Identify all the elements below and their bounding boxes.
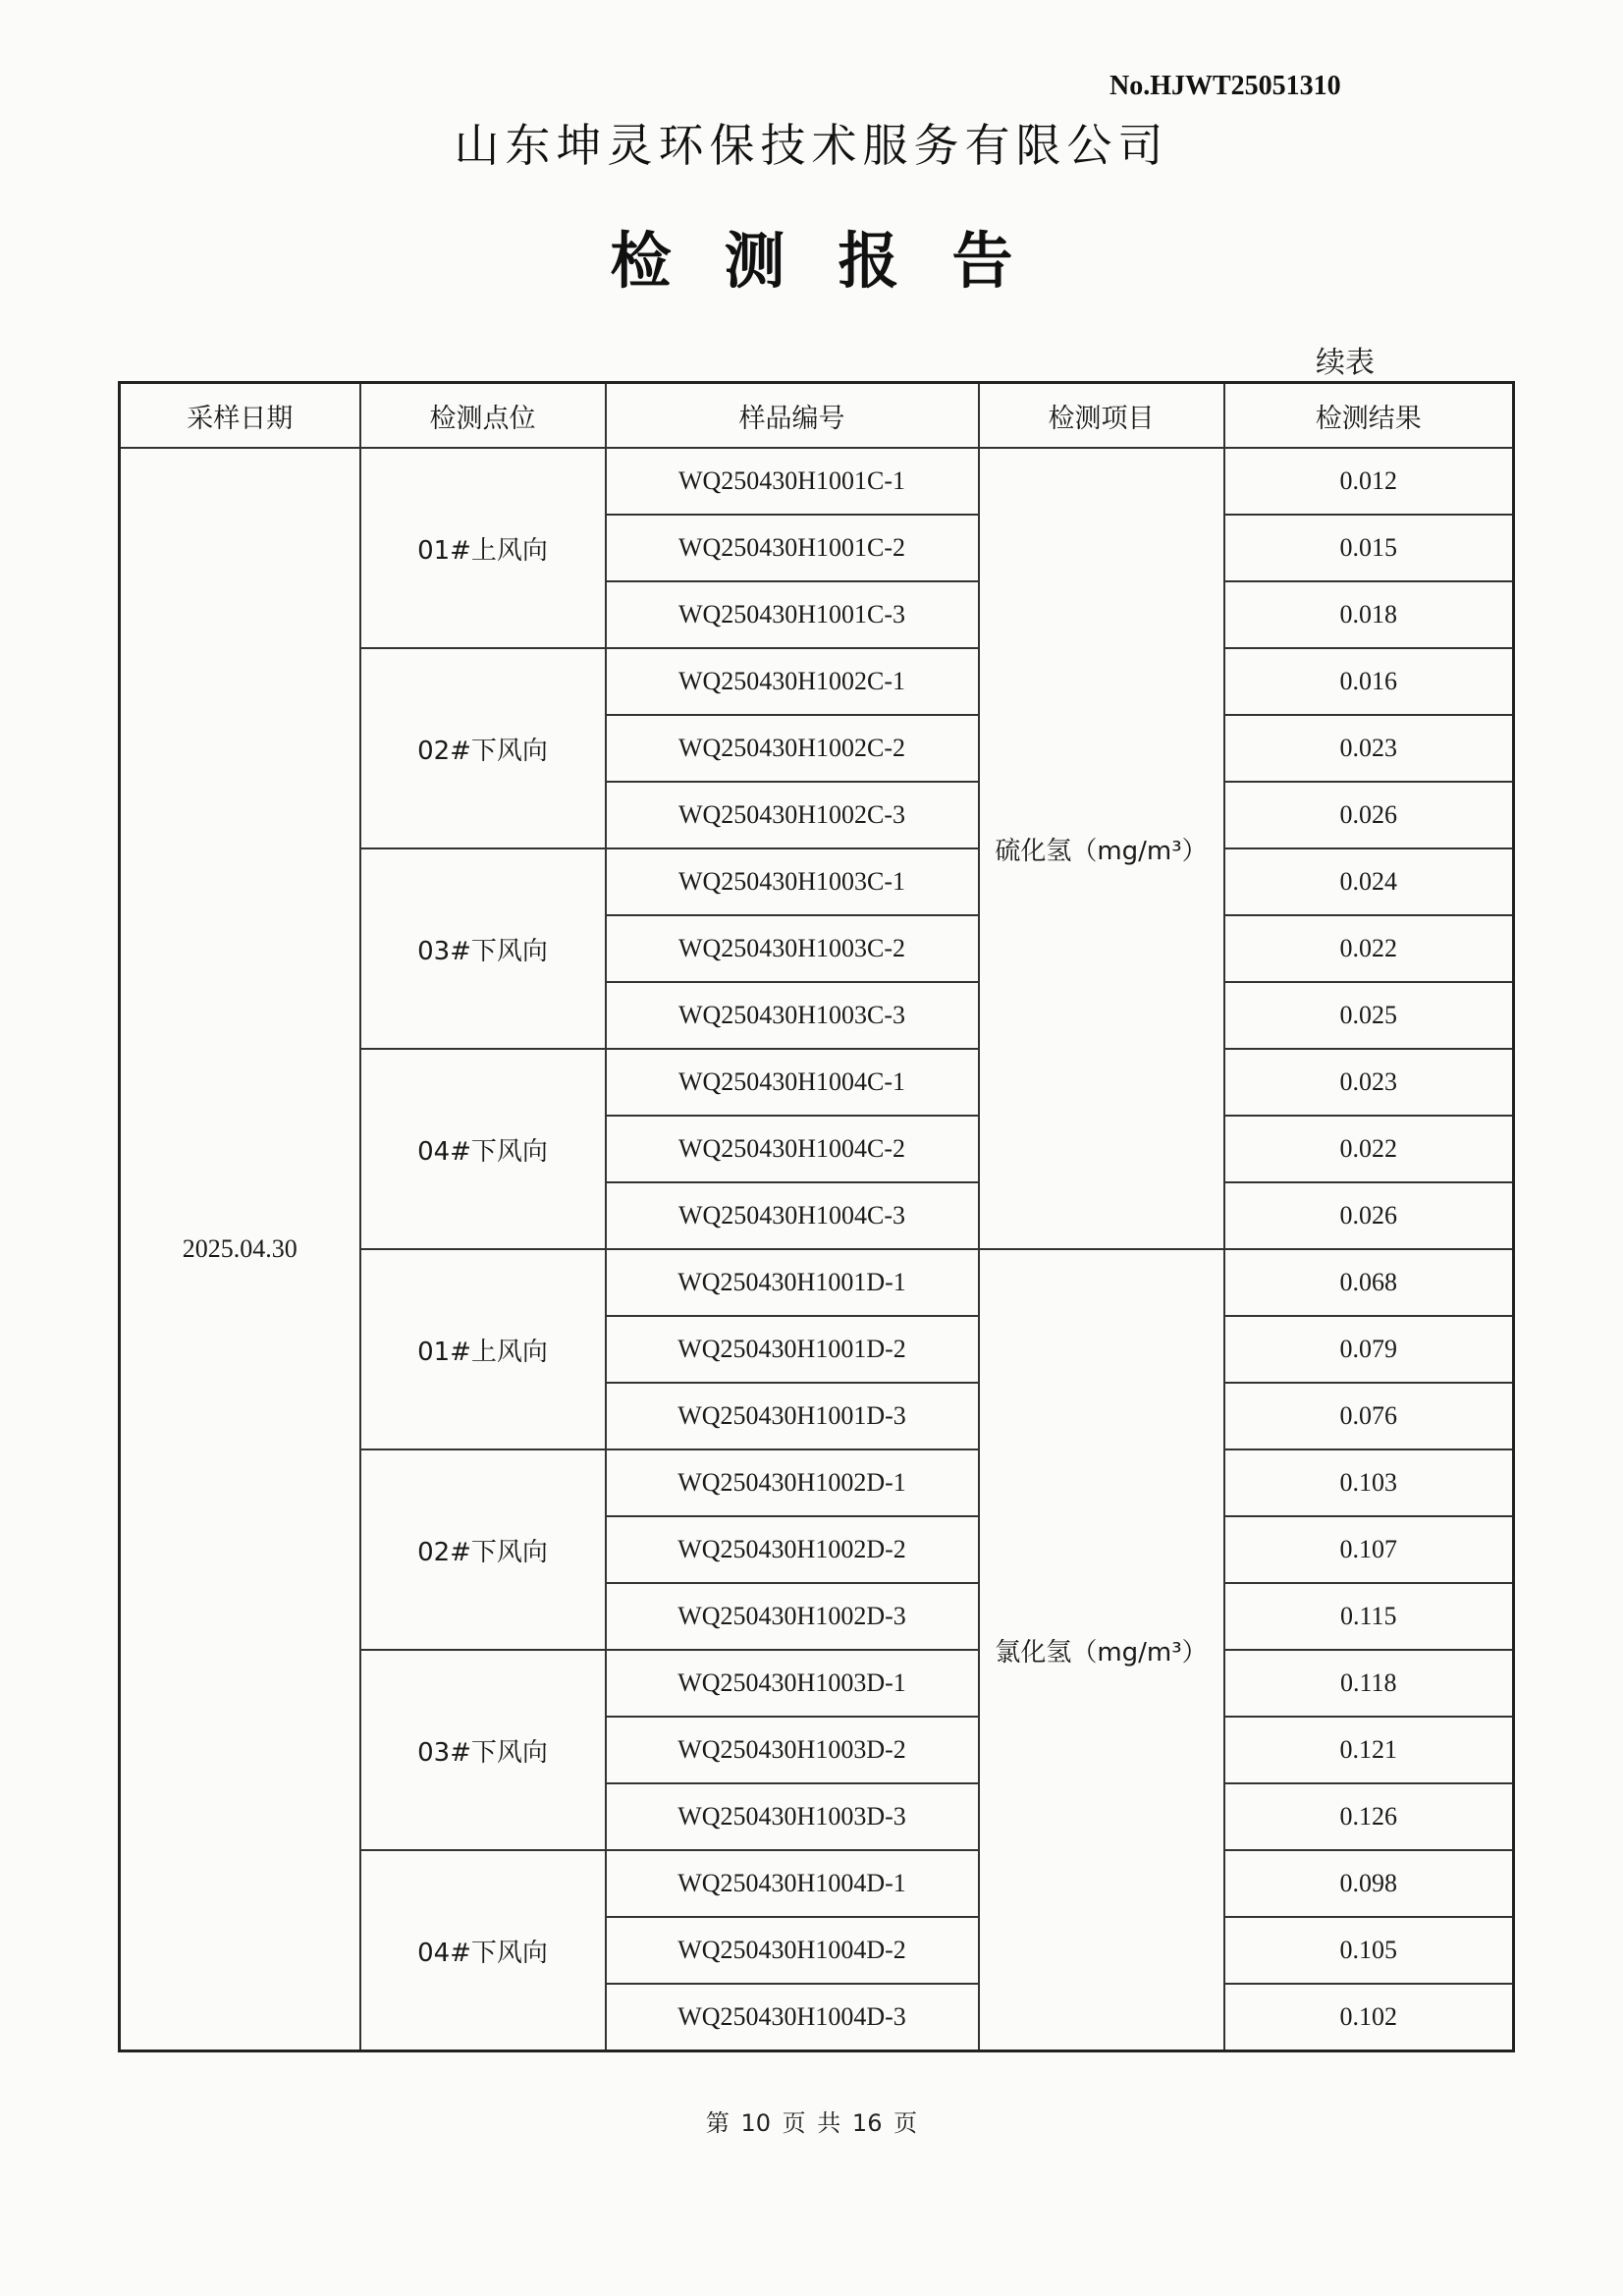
sampling-date-cell: 2025.04.30 <box>120 448 360 2051</box>
header-row <box>120 383 1514 449</box>
result-cell: 0.098 <box>1224 1850 1514 1917</box>
sample-id-cell: WQ250430H1002D-3 <box>606 1583 979 1650</box>
monitoring-point-cell: 01#上风向 <box>360 1249 606 1449</box>
monitoring-point-cell: 02#下风向 <box>360 1449 606 1650</box>
page-number: 第 10 页 共 16 页 <box>705 2109 918 2137</box>
sample-id-cell: WQ250430H1004C-2 <box>606 1116 979 1182</box>
col-header-point: 检测点位 <box>360 383 606 449</box>
sample-id-cell: WQ250430H1001C-3 <box>606 581 979 648</box>
col-header-result: 检测结果 <box>1224 383 1514 449</box>
sample-id-cell: WQ250430H1003C-1 <box>606 848 979 915</box>
sample-id-cell: WQ250430H1003D-1 <box>606 1650 979 1717</box>
sample-id-cell: WQ250430H1003D-2 <box>606 1717 979 1783</box>
sample-id-cell: WQ250430H1002C-1 <box>606 648 979 715</box>
result-cell: 0.118 <box>1224 1650 1514 1717</box>
result-cell: 0.126 <box>1224 1783 1514 1850</box>
result-cell: 0.115 <box>1224 1583 1514 1650</box>
monitoring-point-cell: 04#下风向 <box>360 1850 606 2051</box>
result-cell: 0.107 <box>1224 1516 1514 1583</box>
sample-id-cell: WQ250430H1002C-2 <box>606 715 979 782</box>
result-cell: 0.024 <box>1224 848 1514 915</box>
result-cell: 0.102 <box>1224 1984 1514 2051</box>
sample-id-cell: WQ250430H1001D-3 <box>606 1383 979 1449</box>
result-cell: 0.105 <box>1224 1917 1514 1984</box>
col-header-date: 采样日期 <box>120 383 360 449</box>
result-cell: 0.121 <box>1224 1717 1514 1783</box>
test-item-cell: 氯化氢（mg/m³） <box>979 1249 1224 2051</box>
sample-id-cell: WQ250430H1003D-3 <box>606 1783 979 1850</box>
col-header-item: 检测项目 <box>979 383 1224 449</box>
sample-id-cell: WQ250430H1003C-2 <box>606 915 979 982</box>
sample-id-cell: WQ250430H1001D-1 <box>606 1249 979 1316</box>
continued-label: 续表 <box>1316 346 1375 380</box>
monitoring-point-cell: 04#下风向 <box>360 1049 606 1249</box>
sample-id-cell: WQ250430H1002D-1 <box>606 1449 979 1516</box>
company-name: 山东坤灵环保技术服务有限公司 <box>454 119 1169 172</box>
result-cell: 0.018 <box>1224 581 1514 648</box>
table-body <box>120 448 1514 2051</box>
sample-id-cell: WQ250430H1004C-3 <box>606 1182 979 1249</box>
result-cell: 0.079 <box>1224 1316 1514 1383</box>
report-number: No.HJWT25051310 <box>1109 71 1341 101</box>
col-header-sample: 样品编号 <box>606 383 979 449</box>
sample-id-cell: WQ250430H1001D-2 <box>606 1316 979 1383</box>
sample-id-cell: WQ250430H1004D-3 <box>606 1984 979 2051</box>
result-cell: 0.022 <box>1224 1116 1514 1182</box>
sample-id-cell: WQ250430H1003C-3 <box>606 982 979 1049</box>
sample-id-cell: WQ250430H1002D-2 <box>606 1516 979 1583</box>
table-row <box>120 448 1514 515</box>
result-cell: 0.026 <box>1224 1182 1514 1249</box>
sample-id-cell: WQ250430H1004D-2 <box>606 1917 979 1984</box>
result-cell: 0.023 <box>1224 1049 1514 1116</box>
sample-id-cell: WQ250430H1001C-2 <box>606 515 979 581</box>
monitoring-point-cell: 02#下风向 <box>360 648 606 848</box>
results-table <box>118 381 1515 2052</box>
sample-id-cell: WQ250430H1004C-1 <box>606 1049 979 1116</box>
result-cell: 0.015 <box>1224 515 1514 581</box>
monitoring-point-cell: 03#下风向 <box>360 1650 606 1850</box>
result-cell: 0.068 <box>1224 1249 1514 1316</box>
sample-id-cell: WQ250430H1004D-1 <box>606 1850 979 1917</box>
result-cell: 0.025 <box>1224 982 1514 1049</box>
result-cell: 0.012 <box>1224 448 1514 515</box>
sample-id-cell: WQ250430H1001C-1 <box>606 448 979 515</box>
report-title: 检测报告 <box>610 225 1066 297</box>
result-cell: 0.022 <box>1224 915 1514 982</box>
sample-id-cell: WQ250430H1002C-3 <box>606 782 979 848</box>
monitoring-point-cell: 03#下风向 <box>360 848 606 1049</box>
test-item-cell: 硫化氢（mg/m³） <box>979 448 1224 1249</box>
result-cell: 0.026 <box>1224 782 1514 848</box>
result-cell: 0.103 <box>1224 1449 1514 1516</box>
monitoring-point-cell: 01#上风向 <box>360 448 606 648</box>
result-cell: 0.076 <box>1224 1383 1514 1449</box>
result-cell: 0.023 <box>1224 715 1514 782</box>
result-cell: 0.016 <box>1224 648 1514 715</box>
